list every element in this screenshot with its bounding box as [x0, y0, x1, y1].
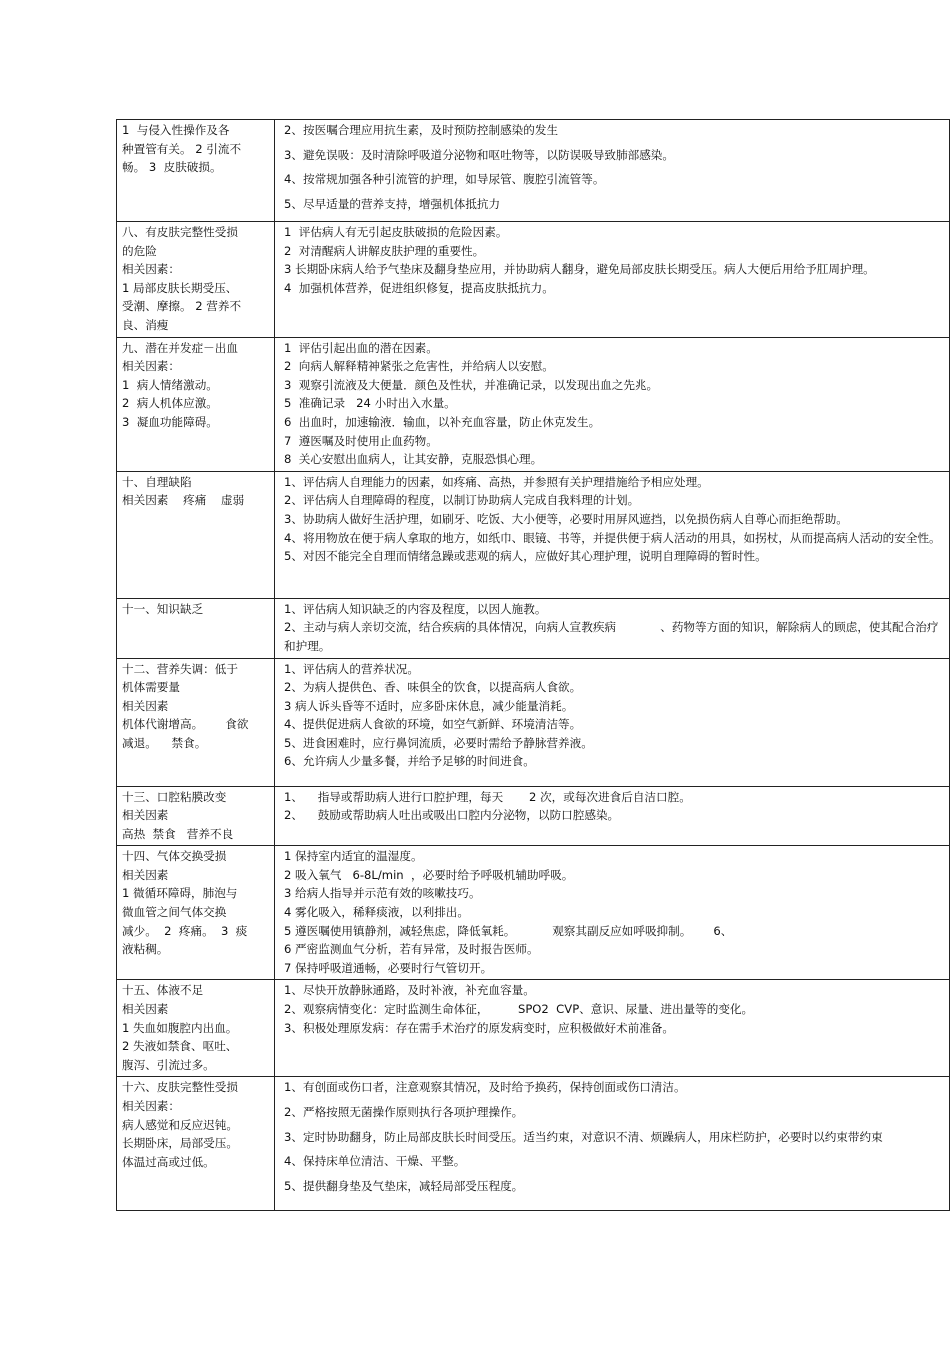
diagnosis-cell [117, 786, 275, 846]
diagnosis-line: 2 失液如禁食、呕吐、 [122, 1039, 238, 1054]
diagnosis-line: 的危险 [122, 243, 157, 258]
intervention-item: 6、允许病人少量多餐，并给予足够的时间进食。 [284, 754, 535, 769]
intervention-cell [275, 337, 950, 471]
intervention-cell [275, 846, 950, 980]
diagnosis-line: 微血管之间气体交换 [122, 905, 227, 920]
intervention-item: 2、 鼓励或帮助病人吐出或吸出口腔内分泌物，以防口腔感染。 [284, 808, 620, 823]
diagnosis-line: 减少。 2 疼痛。 3 痰 [122, 923, 248, 938]
intervention-cell [275, 1077, 950, 1211]
intervention-item: 5、进食困难时，应行鼻饲流质，必要时需给予静脉营养液。 [284, 735, 593, 750]
diagnosis-line: 良、消瘦 [122, 317, 169, 332]
intervention-item: 2 向病人解释精神紧张之危害性，并给病人以安慰。 [284, 359, 554, 374]
diagnosis-line: 体温过高或过低。 [122, 1154, 215, 1169]
table-row [117, 980, 950, 1077]
intervention-item: 3、积极处理原发病：存在需手术治疗的原发病变时，应积极做好术前准备。 [284, 1020, 674, 1035]
intervention-item: 1 评估病人有无引起皮肤破损的危险因素。 [284, 225, 508, 239]
diagnosis-cell [117, 598, 275, 658]
diagnosis-line: 相关因素 [122, 867, 169, 882]
diagnosis-line: 十四、气体交换受损 [122, 849, 227, 864]
diagnosis-line: 病人感觉和反应迟钝。 [122, 1117, 238, 1132]
diagnosis-line: 机体需要量 [122, 680, 180, 695]
nursing-care-table [116, 119, 950, 1211]
diagnosis-line: 3 凝血功能障碍。 [122, 414, 218, 429]
intervention-item: 3、避免误吸：及时清除呼吸道分泌物和呕吐物等，以防误吸导致肺部感染。 [284, 147, 674, 162]
diagnosis-cell [117, 120, 275, 222]
diagnosis-line: 九、潜在并发症－出血 [122, 340, 238, 355]
intervention-item: 6 出血时，加速输液．输血，以补充血容量，防止休克发生。 [284, 414, 601, 429]
diagnosis-line: 2 病人机体应激。 [122, 396, 218, 411]
diagnosis-line: 1 失血如腹腔内出血。 [122, 1020, 238, 1035]
diagnosis-line: 机体代谢增高。 食欲 [122, 717, 249, 732]
intervention-item: 5、尽早适量的营养支持，增强机体抵抗力 [284, 196, 501, 211]
diagnosis-line: 相关因素 [122, 808, 169, 823]
diagnosis-line: 减退。 禁食。 [122, 735, 207, 750]
intervention-item: 1 评估引起出血的潜在因素。 [284, 340, 438, 355]
diagnosis-line: 腹泻、引流过多。 [122, 1057, 215, 1072]
intervention-item: 1、评估病人自理能力的因素，如疼痛、高热，并参照有关护理措施给予相应处理。 [284, 474, 709, 489]
intervention-cell [275, 598, 950, 658]
diagnosis-line: 液粘稠。 [122, 942, 169, 957]
intervention-item: 3 长期卧床病人给予气垫床及翻身垫应用，并协助病人翻身，避免局部皮肤长期受压。病人大便后用给予肛周护理。 [284, 262, 875, 277]
intervention-cell [275, 786, 950, 846]
diagnosis-cell [117, 846, 275, 980]
intervention-item: 5、对因不能完全自理而情绪急躁或悲观的病人，应做好其心理护理，说明自理障碍的暂时性。 [284, 549, 767, 564]
intervention-cell [275, 120, 950, 222]
diagnosis-cell [117, 1077, 275, 1211]
intervention-item: 4 加强机体营养，促进组织修复，提高皮肤抵抗力。 [284, 280, 554, 295]
diagnosis-line: 相关因素 [122, 698, 169, 713]
intervention-item: 4、按常规加强各种引流管的护理，如导尿管、腹腔引流管等。 [284, 172, 605, 187]
diagnosis-line: 受潮、摩擦。 2 营养不 [122, 299, 242, 314]
intervention-item: 5、提供翻身垫及气垫床，减轻局部受压程度。 [284, 1178, 524, 1193]
table-row [117, 1077, 950, 1211]
diagnosis-line: 相关因素： [122, 1099, 180, 1114]
intervention-item: 1、尽快开放静脉通路，及时补液，补充血容量。 [284, 983, 535, 998]
table-row [117, 658, 950, 786]
diagnosis-cell [117, 471, 275, 598]
intervention-item: 1 保持室内适宜的温湿度。 [284, 849, 423, 864]
intervention-item: 2、按医嘱合理应用抗生素，及时预防控制感染的发生 [284, 123, 559, 137]
intervention-cell [275, 658, 950, 786]
diagnosis-cell [117, 337, 275, 471]
table-row [117, 846, 950, 980]
table-row [117, 337, 950, 471]
diagnosis-line: 十五、体液不足 [122, 983, 204, 998]
intervention-item: 1、评估病人知识缺乏的内容及程度，以因人施教。 [284, 601, 547, 616]
diagnosis-cell [117, 658, 275, 786]
diagnosis-line: 十、自理缺陷 [122, 474, 192, 489]
intervention-item: 8 关心安慰出血病人，让其安静，克服恐惧心理。 [284, 452, 543, 467]
intervention-item: 1、 指导或帮助病人进行口腔护理，每天 2 次，或每次进食后自洁口腔。 [284, 789, 691, 804]
intervention-item: 3 观察引流液及大便量．颜色及性状，并准确记录，以发现出血之先兆。 [284, 377, 659, 392]
table-row [117, 786, 950, 846]
diagnosis-line: 相关因素： [122, 262, 180, 277]
intervention-item: 2、评估病人自理障碍的程度，以制订协助病人完成自我料理的计划。 [284, 493, 640, 508]
diagnosis-line: 十六、皮肤完整性受损 [122, 1080, 238, 1095]
intervention-item: 2、观察病情变化：定时监测生命体征， SPO2 CVP、意识、尿量、进出量等的变化。 [284, 1002, 754, 1017]
intervention-cell [275, 980, 950, 1077]
diagnosis-line: 十三、口腔粘膜改变 [122, 789, 227, 804]
diagnosis-line: 1 局部皮肤长期受压、 [122, 280, 238, 295]
diagnosis-line: 1 微循环障碍，肺泡与 [122, 886, 238, 901]
diagnosis-line: 相关因素 疼痛 虚弱 [122, 493, 245, 508]
diagnosis-line: 1 病人情绪激动。 [122, 377, 218, 392]
diagnosis-line: 相关因素： [122, 359, 180, 374]
diagnosis-line: 十一、知识缺乏 [122, 601, 204, 616]
diagnosis-line: 1 与侵入性操作及各 [122, 123, 230, 137]
table-row [117, 598, 950, 658]
diagnosis-cell [117, 980, 275, 1077]
intervention-item: 7 保持呼吸道通畅，必要时行气管切开。 [284, 960, 493, 975]
table-body [117, 120, 950, 1211]
table-row [117, 222, 950, 338]
table-row [117, 471, 950, 598]
intervention-item: 2、主动与病人亲切交流，结合疾病的具体情况，向病人宣教疾病 、药物等方面的知识，解除病人的顾虑，使其配合治疗和护理。 [284, 620, 939, 653]
intervention-item: 5 遵医嘱使用镇静剂，减轻焦虑，降低氧耗。 观察其副反应如呼吸抑制。 6、 [284, 923, 733, 938]
diagnosis-line: 畅。 3 皮肤破损。 [122, 160, 222, 175]
diagnosis-line: 种置管有关。 2 引流不 [122, 141, 242, 156]
diagnosis-line: 长期卧床，局部受压。 [122, 1136, 238, 1151]
intervention-item: 5 准确记录 24 小时出入水量。 [284, 396, 456, 411]
diagnosis-line: 十二、营养失调：低于 [122, 661, 238, 676]
intervention-item: 1、评估病人的营养状况。 [284, 661, 419, 676]
table-row [117, 120, 950, 222]
intervention-item: 2、严格按照无菌操作原则执行各项护理操作。 [284, 1105, 524, 1120]
intervention-cell [275, 471, 950, 598]
intervention-item: 4、提供促进病人食欲的环境，如空气新鲜、环境清洁等。 [284, 717, 582, 732]
intervention-cell [275, 222, 950, 338]
intervention-item: 4、将用物放在便于病人拿取的地方，如纸巾、眼镜、书等，并提供便于病人活动的用具，如拐杖，从而提高病人活动的安全性。 [284, 530, 941, 545]
intervention-item: 7 遵医嘱及时使用止血药物。 [284, 433, 438, 448]
diagnosis-line: 相关因素 [122, 1002, 169, 1017]
intervention-item: 2 吸入氧气 6-8L/min ，必要时给予呼吸机辅助呼吸。 [284, 867, 574, 882]
intervention-item: 3、协助病人做好生活护理，如刷牙、吃饭、大小便等，必要时用屏风遮挡，以免损伤病人自尊心而拒绝帮助。 [284, 511, 848, 526]
intervention-item: 3、定时协助翻身，防止局部皮肤长时间受压。适当约束，对意识不清、烦躁病人，用床栏防护，必要时以约束带约束 [284, 1129, 883, 1144]
intervention-item: 2 对清醒病人讲解皮肤护理的重要性。 [284, 243, 485, 258]
intervention-item: 4 雾化吸入，稀释痰液，以利排出。 [284, 905, 469, 920]
diagnosis-line: 高热 禁食 营养不良 [122, 826, 234, 841]
diagnosis-line: 八、有皮肤完整性受损 [122, 225, 238, 239]
intervention-item: 6 严密监测血气分析，若有异常，及时报告医师。 [284, 942, 539, 957]
intervention-item: 3 给病人指导并示范有效的咳嗽技巧。 [284, 886, 481, 901]
intervention-item: 2、为病人提供色、香、味俱全的饮食，以提高病人食欲。 [284, 680, 582, 695]
intervention-item: 1、有创面或伤口者，注意观察其情况，及时给予换药，保持创面或伤口清洁。 [284, 1080, 686, 1095]
intervention-item: 4、保持床单位清洁、干燥、平整。 [284, 1154, 466, 1169]
diagnosis-cell [117, 222, 275, 338]
intervention-item: 3 病人诉头昏等不适时，应多卧床休息，减少能量消耗。 [284, 698, 574, 713]
